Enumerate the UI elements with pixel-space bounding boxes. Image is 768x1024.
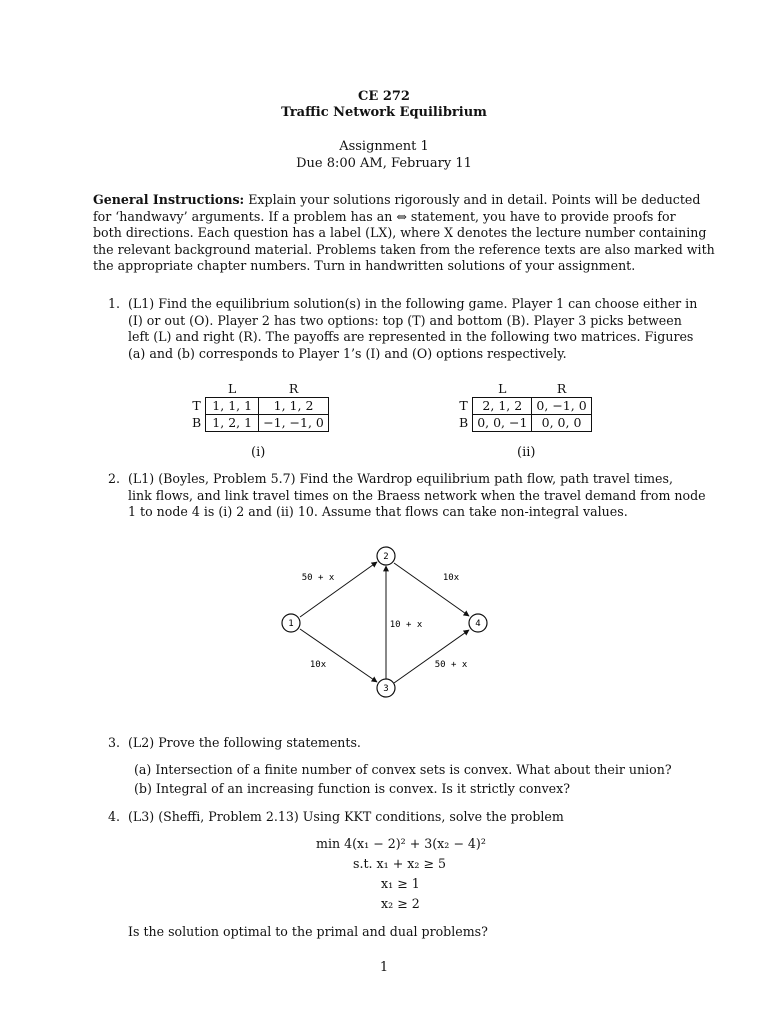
question-line: link flows, and link travel times on the Braess network when the travel demand from node bbox=[128, 487, 706, 503]
matrix-col-header: L bbox=[228, 381, 237, 396]
matrix-row-header: T bbox=[459, 398, 468, 413]
matrix-col-header: R bbox=[288, 381, 299, 396]
assignment-label: Assignment 1 bbox=[339, 139, 429, 154]
matrix-caption: (ii) bbox=[517, 445, 536, 460]
matrix-row-header: B bbox=[459, 415, 469, 430]
question-line: (L1) (Boyles, Problem 5.7) Find the Wardrop equilibrium path flow, path travel times, bbox=[128, 471, 673, 486]
edge-1-3 bbox=[300, 629, 377, 682]
edge-label: 10x bbox=[442, 573, 460, 583]
edge-label: 10x bbox=[309, 660, 327, 670]
instructions-line: for ‘handwavy’ arguments. If a problem has an ⇔ statement, you have to provide proofs for bbox=[93, 208, 676, 224]
question-1-text bbox=[128, 296, 698, 362]
course-code: CE 272 bbox=[358, 89, 410, 104]
instructions-line: the relevant background material. Problems taken from the reference texts are also marked with bbox=[93, 241, 715, 257]
question-number: 2. bbox=[108, 471, 121, 486]
question-2-text bbox=[128, 471, 706, 521]
node-4 bbox=[469, 614, 487, 632]
matrix-row-header: T bbox=[192, 398, 201, 413]
matrix-caption: (i) bbox=[251, 445, 266, 460]
matrix-col-header: L bbox=[498, 381, 507, 396]
due-date: Due 8:00 AM, February 11 bbox=[296, 156, 472, 171]
question-line: (I) or out (O). Player 2 has two options: top (T) and bottom (B). Player 3 picks between bbox=[128, 312, 682, 328]
question-number: 4. bbox=[108, 809, 121, 824]
edge-label: 50 + x bbox=[301, 573, 335, 583]
node-label: 4 bbox=[475, 619, 481, 629]
node-label: 2 bbox=[383, 552, 389, 562]
question-line: (L1) Find the equilibrium solution(s) in the following game. Player 1 can choose either in bbox=[128, 296, 698, 311]
matrix-cell: −1, −1, 0 bbox=[259, 415, 329, 432]
braess-network-diagram bbox=[270, 540, 500, 705]
question-line: left (L) and right (R). The payoffs are represented in the following two matrices. Figures bbox=[128, 329, 694, 345]
question-number: 1. bbox=[108, 296, 121, 311]
payoff-matrix-ii bbox=[455, 381, 592, 432]
payoff-matrix-i bbox=[188, 381, 329, 432]
edge-label: 50 + x bbox=[434, 660, 468, 670]
matrix-cell: 1, 2, 1 bbox=[206, 415, 259, 432]
question-4-text: (L3) (Sheffi, Problem 2.13) Using KKT conditions, solve the problem bbox=[128, 809, 564, 824]
optimization-constraint: x₂ ≥ 2 bbox=[381, 896, 420, 911]
instructions-line: both directions. Each question has a label (LX), where X denotes the lecture number containing bbox=[93, 225, 707, 241]
matrix-cell: 1, 1, 1 bbox=[206, 398, 259, 415]
question-3-item-a: (a) Intersection of a finite number of convex sets is convex. What about their union? bbox=[134, 762, 672, 777]
node-label: 1 bbox=[288, 619, 294, 629]
optimization-constraint: x₁ ≥ 1 bbox=[381, 876, 420, 891]
question-line: (a) and (b) corresponds to Player 1’s (I) and (O) options respectively. bbox=[128, 345, 567, 361]
page-number: 1 bbox=[379, 960, 389, 975]
edge-3-4 bbox=[394, 630, 469, 683]
instructions-lead: General Instructions: bbox=[93, 192, 245, 207]
question-4-followup: Is the solution optimal to the primal and dual problems? bbox=[128, 924, 488, 939]
general-instructions bbox=[93, 192, 715, 275]
question-3-item-b: (b) Integral of an increasing function is convex. Is it strictly convex? bbox=[134, 781, 570, 796]
node-1 bbox=[282, 614, 300, 632]
optimization-constraint: s.t. x₁ + x₂ ≥ 5 bbox=[353, 856, 446, 871]
node-label: 3 bbox=[383, 684, 389, 694]
matrix-cell: 0, 0, 0 bbox=[532, 415, 591, 432]
question-3-text: (L2) Prove the following statements. bbox=[128, 735, 361, 750]
edge-1-2 bbox=[300, 562, 377, 617]
question-number: 3. bbox=[108, 735, 121, 750]
question-line: 1 to node 4 is (i) 2 and (ii) 10. Assume that flows can take non-integral values. bbox=[128, 504, 628, 520]
matrix-cell: 1, 1, 2 bbox=[259, 398, 329, 415]
matrix-cell: 2, 1, 2 bbox=[473, 398, 532, 415]
node-3 bbox=[377, 679, 395, 697]
instructions-line: the appropriate chapter numbers. Turn in handwritten solutions of your assignment. bbox=[93, 258, 636, 274]
edge-2-4 bbox=[394, 563, 469, 616]
matrix-row-header: B bbox=[192, 415, 202, 430]
node-2 bbox=[377, 547, 395, 565]
optimization-objective: min 4(x₁ − 2)² + 3(x₂ − 4)² bbox=[316, 836, 486, 851]
edge-label: 10 + x bbox=[389, 620, 423, 630]
instructions-line: Explain your solutions rigorously and in detail. Points will be deducted bbox=[248, 192, 701, 207]
document-title: Traffic Network Equilibrium bbox=[281, 105, 487, 120]
matrix-cell: 0, 0, −1 bbox=[473, 415, 532, 432]
matrix-col-header: R bbox=[556, 381, 567, 396]
matrix-cell: 0, −1, 0 bbox=[532, 398, 591, 415]
